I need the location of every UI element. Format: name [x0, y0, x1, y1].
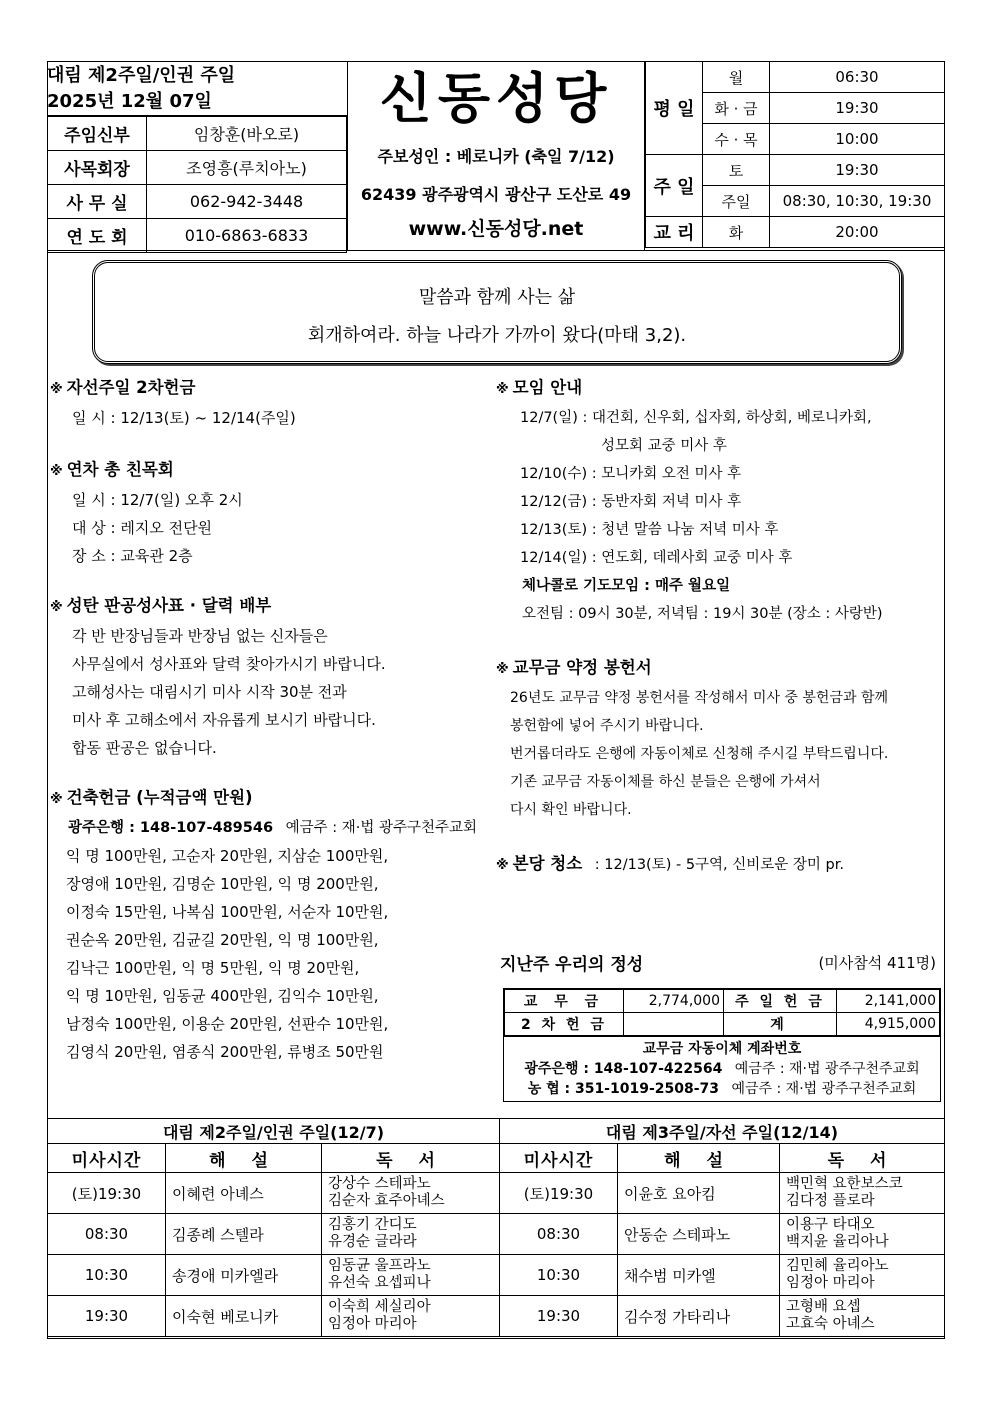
mass-time: 19:30	[770, 93, 945, 124]
reference-mark-icon: ※	[50, 600, 63, 615]
table-row	[48, 1255, 945, 1296]
mass-times	[645, 61, 945, 248]
mass-day: 주일	[703, 186, 770, 217]
section-title: ※ 모임 안내	[496, 378, 583, 397]
mass-time-cell: 10:30	[48, 1255, 166, 1296]
notice-line: 다시 확인 바랍니다.	[510, 802, 632, 818]
staff-key: 사목회장	[48, 151, 147, 185]
col-header: 독 서	[322, 1144, 500, 1173]
notice-line: 26년도 교무금 약정 봉헌서를 작성해서 미사 중 봉헌금과 함께	[510, 690, 888, 706]
mass-day: 화 · 금	[703, 93, 770, 124]
donor-line: 익 명 100만원, 고순자 20만원, 지삼순 100만원,	[66, 847, 389, 865]
mass-time: 08:30, 10:30, 19:30	[770, 186, 945, 217]
notice-line: 대 상 : 레지오 전단원	[72, 519, 213, 537]
account-info	[504, 1036, 940, 1101]
table-row	[48, 1173, 945, 1214]
notice-line: 미사 후 고해소에서 자유롭게 보시기 바랍니다.	[72, 711, 376, 729]
offering-value	[624, 1013, 724, 1036]
notice-line: 장 소 : 교육관 2층	[72, 547, 193, 565]
section-title: ※ 본당 청소	[496, 854, 583, 873]
col-header: 독 서	[780, 1144, 945, 1173]
reader-cell: 이용구 타대오 백지윤 율리아나	[780, 1214, 945, 1255]
notice-line: 12/12(금) : 동반자회 저녁 미사 후	[520, 494, 742, 510]
notices-right	[496, 374, 942, 880]
bank-account: 농 협 : 351-1019-2508-73	[527, 1081, 720, 1097]
section-title: ※ 건축헌금 (누적금액 만원)	[50, 788, 253, 807]
bank-account: 광주은행 : 148-107-422564	[524, 1061, 723, 1077]
notice-line: 일 시 : 12/7(일) 오후 2시	[72, 491, 243, 509]
offering-value: 4,915,000	[837, 1013, 940, 1036]
mass-time-cell: (토)19:30	[500, 1173, 618, 1214]
reader-cell: 고형배 요셉 고효숙 아녜스	[780, 1296, 945, 1337]
notice-line: 12/14(일) : 연도회, 데레사회 교중 미사 후	[520, 550, 793, 566]
reader-cell: 김홍기 간디도 유경순 글라라	[322, 1214, 500, 1255]
donor-line: 익 명 10만원, 임동균 400만원, 김익수 10만원,	[66, 987, 379, 1005]
staff-row	[48, 117, 347, 151]
notice-line: 12/10(수) : 모니카회 오전 미사 후	[520, 466, 742, 482]
mass-time: 10:00	[770, 124, 945, 155]
reader-cell: 임동균 울프라노 유선숙 요셉피나	[322, 1255, 500, 1296]
notice-line: 12/13(토) : 청년 말씀 나눔 저녁 미사 후	[520, 522, 779, 538]
week2-title: 대림 제3주일/자선 주일(12/14)	[500, 1119, 945, 1144]
notice-line: 봉헌함에 넣어 주시기 바랍니다.	[510, 718, 704, 734]
notice-line: 사무실에서 성사표와 달력 찾아가시기 바랍니다.	[72, 655, 386, 673]
weekday-label: 평 일	[646, 62, 703, 155]
reference-mark-icon: ※	[50, 464, 63, 479]
donor-line: 권순옥 20만원, 김균길 20만원, 익 명 100만원,	[66, 931, 379, 949]
donor-line: 김영식 20만원, 염종식 200만원, 류병조 50만원	[66, 1043, 384, 1061]
col-header: 해 설	[618, 1144, 780, 1173]
mass-day: 수 · 목	[703, 124, 770, 155]
offering-value: 2,774,000	[624, 990, 724, 1013]
offerings-title: 지난주 우리의 정성	[500, 955, 644, 975]
notice-line: 오전팀 : 09시 30분, 저녁팀 : 19시 30분 (장소 : 사랑반)	[522, 606, 883, 622]
mass-time-cell: 08:30	[500, 1214, 618, 1255]
donor-line: 남정숙 100만원, 이용순 20만원, 선판수 10만원,	[66, 1015, 389, 1033]
reader-cell: 강상수 스테파노 김순자 효주아녜스	[322, 1173, 500, 1214]
date: 2025년 12월 07일	[47, 91, 212, 112]
scripture-title: 말씀과 함께 사는 삶	[418, 287, 576, 308]
commentator-cell: 이혜련 아녜스	[166, 1173, 322, 1214]
notice-line: 기존 교무금 자동이체를 하신 분들은 은행에 가셔서	[510, 774, 821, 790]
account-holder: 예금주 : 재·법 광주구천주교회	[734, 1061, 920, 1077]
bank-account: 광주은행 : 148-107-489546	[68, 820, 274, 836]
mass-time-cell: (토)19:30	[48, 1173, 166, 1214]
donor-line: 이정숙 15만원, 나복심 100만원, 서순자 10만원,	[66, 903, 389, 921]
mass-time-cell: 10:30	[500, 1255, 618, 1296]
header-info	[47, 61, 347, 251]
account-title: 교무금 자동이체 계좌번호	[642, 1041, 802, 1057]
reader-cell: 이숙희 세실리아 임정아 마리아	[322, 1296, 500, 1337]
section-title: ※ 성탄 판공성사표 · 달력 배부	[50, 596, 272, 615]
notice-line: 각 반 반장님들과 반장님 없는 신자들은	[72, 627, 328, 645]
account-holder: 예금주 : 재·법 광주구천주교회	[285, 820, 478, 836]
section-title: ※ 자선주일 2차헌금	[50, 378, 196, 397]
commentator-cell: 채수범 미카엘	[618, 1255, 780, 1296]
staff-value: 062-942-3448	[147, 185, 347, 219]
website-link[interactable]: www.신동성당.net	[408, 218, 584, 240]
offerings-table	[503, 988, 941, 1102]
account-holder: 예금주 : 재·법 광주구천주교회	[731, 1081, 917, 1097]
reader-cell: 백민혁 요한보스코 김다정 플로라	[780, 1173, 945, 1214]
notice-line: 체나콜로 기도모임 : 매주 월요일	[522, 578, 731, 594]
commentator-cell: 안동순 스테파노	[618, 1214, 780, 1255]
scripture-text: 회개하여라. 하늘 나라가 가까이 왔다(마태 3,2).	[307, 325, 687, 346]
week1-title: 대림 제2주일/인권 주일(12/7)	[48, 1119, 500, 1144]
offering-label: 교 무 금	[505, 990, 624, 1013]
col-header: 미사시간	[500, 1144, 618, 1173]
cleaning-text: : 12/13(토) - 5구역, 신비로운 장미 pr.	[594, 857, 844, 873]
liturgical-day: 대림 제2주일/인권 주일	[47, 65, 236, 86]
mass-time-cell: 19:30	[500, 1296, 618, 1337]
bulletin-header	[47, 61, 945, 251]
address: 62439 광주광역시 광산구 도산로 49	[360, 185, 632, 204]
notice-line: 12/7(일) : 대건회, 신우회, 십자회, 하상회, 베로니카회,	[520, 410, 872, 426]
staff-row	[48, 151, 347, 185]
mass-time-cell: 19:30	[48, 1296, 166, 1337]
cleaning-notice	[496, 850, 942, 880]
ministry-schedule	[47, 1118, 945, 1337]
reference-mark-icon: ※	[50, 792, 63, 807]
mass-day: 토	[703, 155, 770, 186]
section-title: ※ 연차 총 친목회	[50, 460, 174, 479]
notice-line: 번거롭더라도 은행에 자동이체로 신청해 주시길 부탁드립니다.	[510, 746, 889, 762]
commentator-cell: 이숙현 베로니카	[166, 1296, 322, 1337]
donor-line: 장영애 10만원, 김명순 10만원, 익 명 200만원,	[66, 875, 379, 893]
notice-line: 합동 판공은 없습니다.	[72, 739, 217, 757]
church-title-block	[347, 61, 645, 251]
reference-mark-icon: ※	[496, 662, 509, 677]
notices-left	[50, 374, 490, 1066]
notice-line: 성모회 교중 미사 후	[601, 438, 727, 454]
offering-label: 계	[724, 1013, 837, 1036]
commentator-cell: 이윤호 요아킴	[618, 1173, 780, 1214]
staff-row	[48, 219, 347, 253]
donor-line: 김낙근 100만원, 익 명 5만원, 익 명 20만원,	[66, 959, 360, 977]
commentator-cell: 김종례 스텔라	[166, 1214, 322, 1255]
staff-key: 주임신부	[48, 117, 147, 151]
bulletin-date	[47, 61, 347, 116]
weekend-label: 주 일	[646, 155, 703, 217]
staff-key: 사 무 실	[48, 185, 147, 219]
scripture-box	[92, 260, 902, 364]
mass-time-cell: 08:30	[48, 1214, 166, 1255]
commentator-cell: 송경애 미카엘라	[166, 1255, 322, 1296]
commentator-cell: 김수정 가타리나	[618, 1296, 780, 1337]
staff-value: 조영흥(루치아노)	[147, 151, 347, 185]
header-divider	[47, 250, 945, 251]
staff-key: 연 도 회	[48, 219, 147, 253]
offering-label: 주 일 헌 금	[724, 990, 837, 1013]
reference-mark-icon: ※	[50, 382, 63, 397]
offering-value: 2,141,000	[837, 990, 940, 1013]
col-header: 미사시간	[48, 1144, 166, 1173]
table-row	[48, 1296, 945, 1337]
bank-account-line	[50, 814, 490, 842]
patron-saint: 주보성인 : 베로니카 (축일 7/12)	[377, 147, 615, 166]
account-line	[504, 1059, 940, 1079]
col-header: 해 설	[166, 1144, 322, 1173]
offerings-header	[500, 950, 940, 975]
notice-line: 고해성사는 대림시기 미사 시작 30분 전과	[72, 683, 347, 701]
mass-times-table	[645, 61, 945, 248]
notice-line: 일 시 : 12/13(토) ~ 12/14(주일)	[72, 409, 296, 427]
staff-value: 010-6863-6833	[147, 219, 347, 253]
schedule-table	[47, 1118, 945, 1337]
mass-day: 화	[703, 217, 770, 248]
mass-time: 06:30	[770, 62, 945, 93]
offering-label: 2 차 헌 금	[505, 1013, 624, 1036]
attendance-count: (미사참석 411명)	[818, 954, 936, 972]
mass-time: 19:30	[770, 155, 945, 186]
reference-mark-icon: ※	[496, 858, 509, 873]
mass-time: 20:00	[770, 217, 945, 248]
account-line	[504, 1079, 940, 1099]
catechism-label: 교 리	[646, 217, 703, 248]
staff-row	[48, 185, 347, 219]
table-row	[48, 1214, 945, 1255]
staff-value: 임창훈(바오로)	[147, 117, 347, 151]
section-title: ※ 교무금 약정 봉헌서	[496, 658, 652, 677]
church-name: 신동성당	[379, 67, 613, 130]
reader-cell: 김민혜 율리아노 임정아 마리아	[780, 1255, 945, 1296]
staff-table	[47, 116, 347, 253]
reference-mark-icon: ※	[496, 382, 509, 397]
mass-day: 월	[703, 62, 770, 93]
